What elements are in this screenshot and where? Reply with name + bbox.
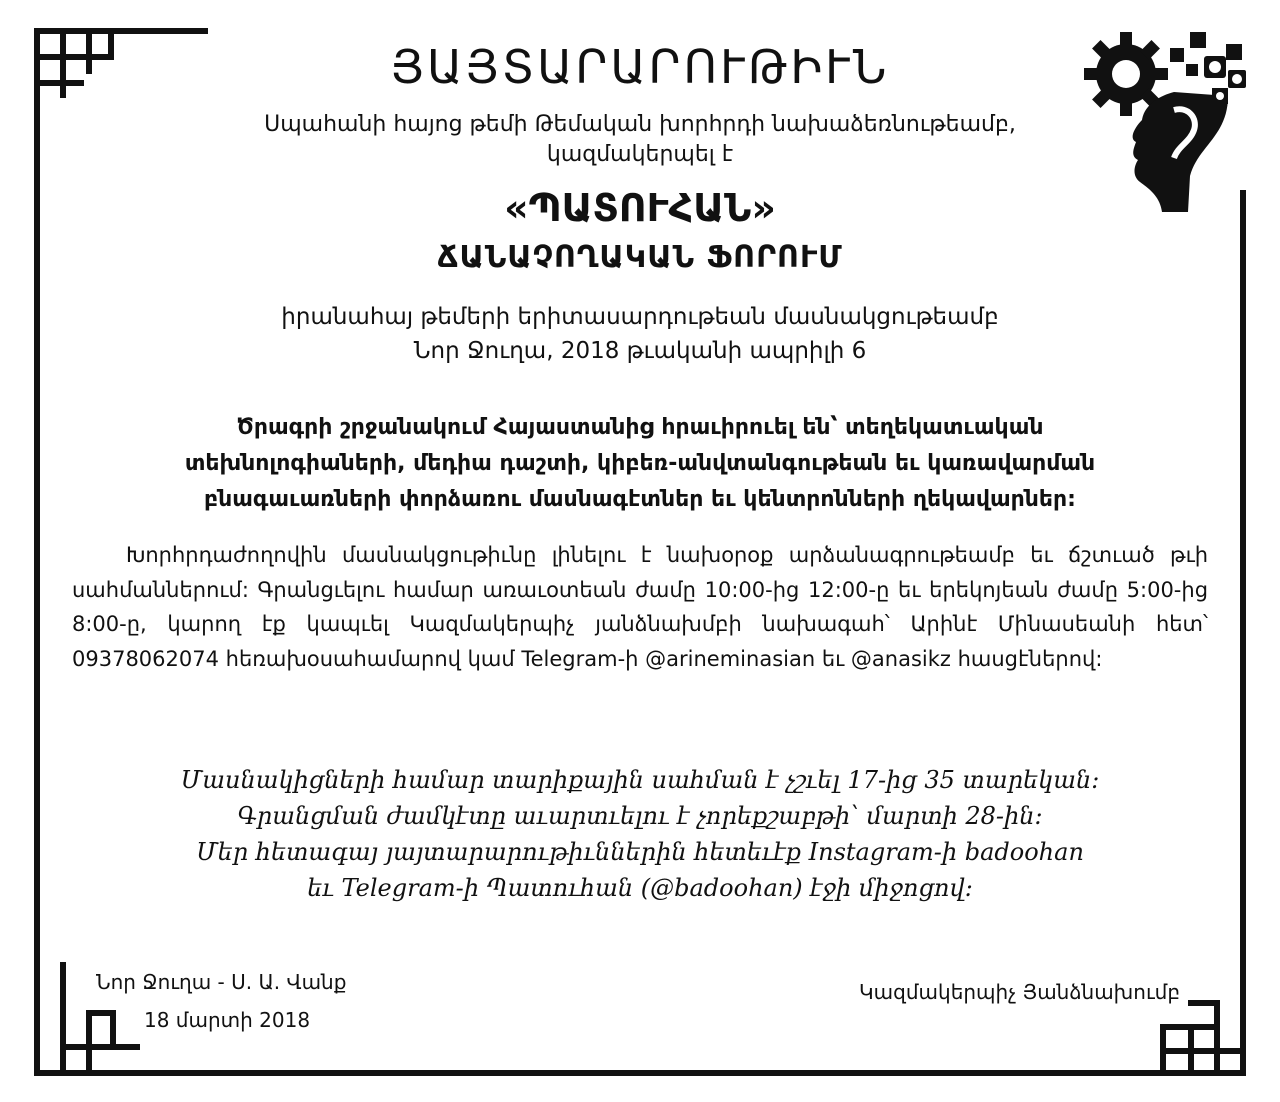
gear-head-logo-icon: [1078, 26, 1250, 216]
registration-paragraph: [72, 538, 1208, 676]
event-place-date: Նոր Ջուղա, 2018 թւականի ապրիլի 6: [413, 338, 867, 364]
event-type: ՃԱՆԱՉՈՂԱԿԱՆ ՖՈՐՈՒՄ: [437, 240, 843, 275]
program-line: բնագաւառների փորձառու մասնագէտներ եւ կենտրոնների ղեկավարներ:: [204, 487, 1076, 512]
subtitle-line: Սպահանի հայոց թեմի Թեմական խորհրդի նախաձեռնութեամբ,: [264, 112, 1016, 137]
event-name: «ՊԱՏՈՒՀԱՆ»: [504, 186, 776, 230]
event-participants: իրանահայ թեմերի երիտասարդութեան մասնակցութեամբ: [281, 304, 999, 330]
program-line: տեխնոլոգիաների, մեդիա դաշտի, կիբեռ-անվտանգութեան եւ կառավարման: [184, 451, 1096, 476]
corner-ornament-icon: [1240, 190, 1246, 1076]
note-line: Մեր հետագայ յայտարարութիւններին հետեւէք Instagram-ի badoohan: [196, 838, 1084, 866]
program-paragraph: [90, 410, 1190, 518]
page-title: ՅԱՅՏԱՐԱՐՈՒԹԻՒՆ: [390, 40, 890, 94]
program-line: Ծրագրի շրջանակում Հայաստանից հրաւիրուել են՝ տեղեկատւական: [236, 415, 1044, 440]
event-details: [160, 300, 1120, 368]
notes-block: [100, 762, 1180, 906]
note-line: Մասնակիցների համար տարիքային սահման է չշւել 17-ից 35 տարեկան:: [180, 766, 1100, 794]
corner-ornament-icon: [1160, 1000, 1246, 1076]
subtitle-line: կազմակերպել է: [546, 142, 734, 167]
subtitle: [200, 110, 1080, 170]
note-line: Գրանցման ժամկէտը աւարտւելու է չորեքշաբթի՝ մարտի 28-ին:: [237, 802, 1043, 830]
registration-text: Խորհրդաժողովին մասնակցութիւնը լինելու է նախօրօք արձանագրութեամբ եւ ճշտւած թւի սահմաններում: Գրանցւելու համար առաւօտեան ժամը 10:00-ից 12:00-ը եւ երեկոյեան ժամը 5:00-ից 8:00-ը, կարող էք կապւել Կազմակերպիչ յանձնախմբի նախագահ՝ Արինէ Մինասեանի հետ՝ 09378062074 հեռախօսահամարով կամ Telegram-ի @arineminasian եւ @anasikz հասցէներով:: [72, 543, 1208, 671]
footer-place: Նոր Ջուղա - Ս. Ա. Վանք: [96, 970, 347, 994]
footer-organizer: Կազմակերպիչ Յանձնախումբ: [859, 980, 1180, 1004]
note-line: եւ Telegram-ի Պատուհան (@badoohan) էջի միջոցով:: [307, 874, 973, 902]
footer-date: 18 մարտի 2018: [144, 1008, 311, 1032]
